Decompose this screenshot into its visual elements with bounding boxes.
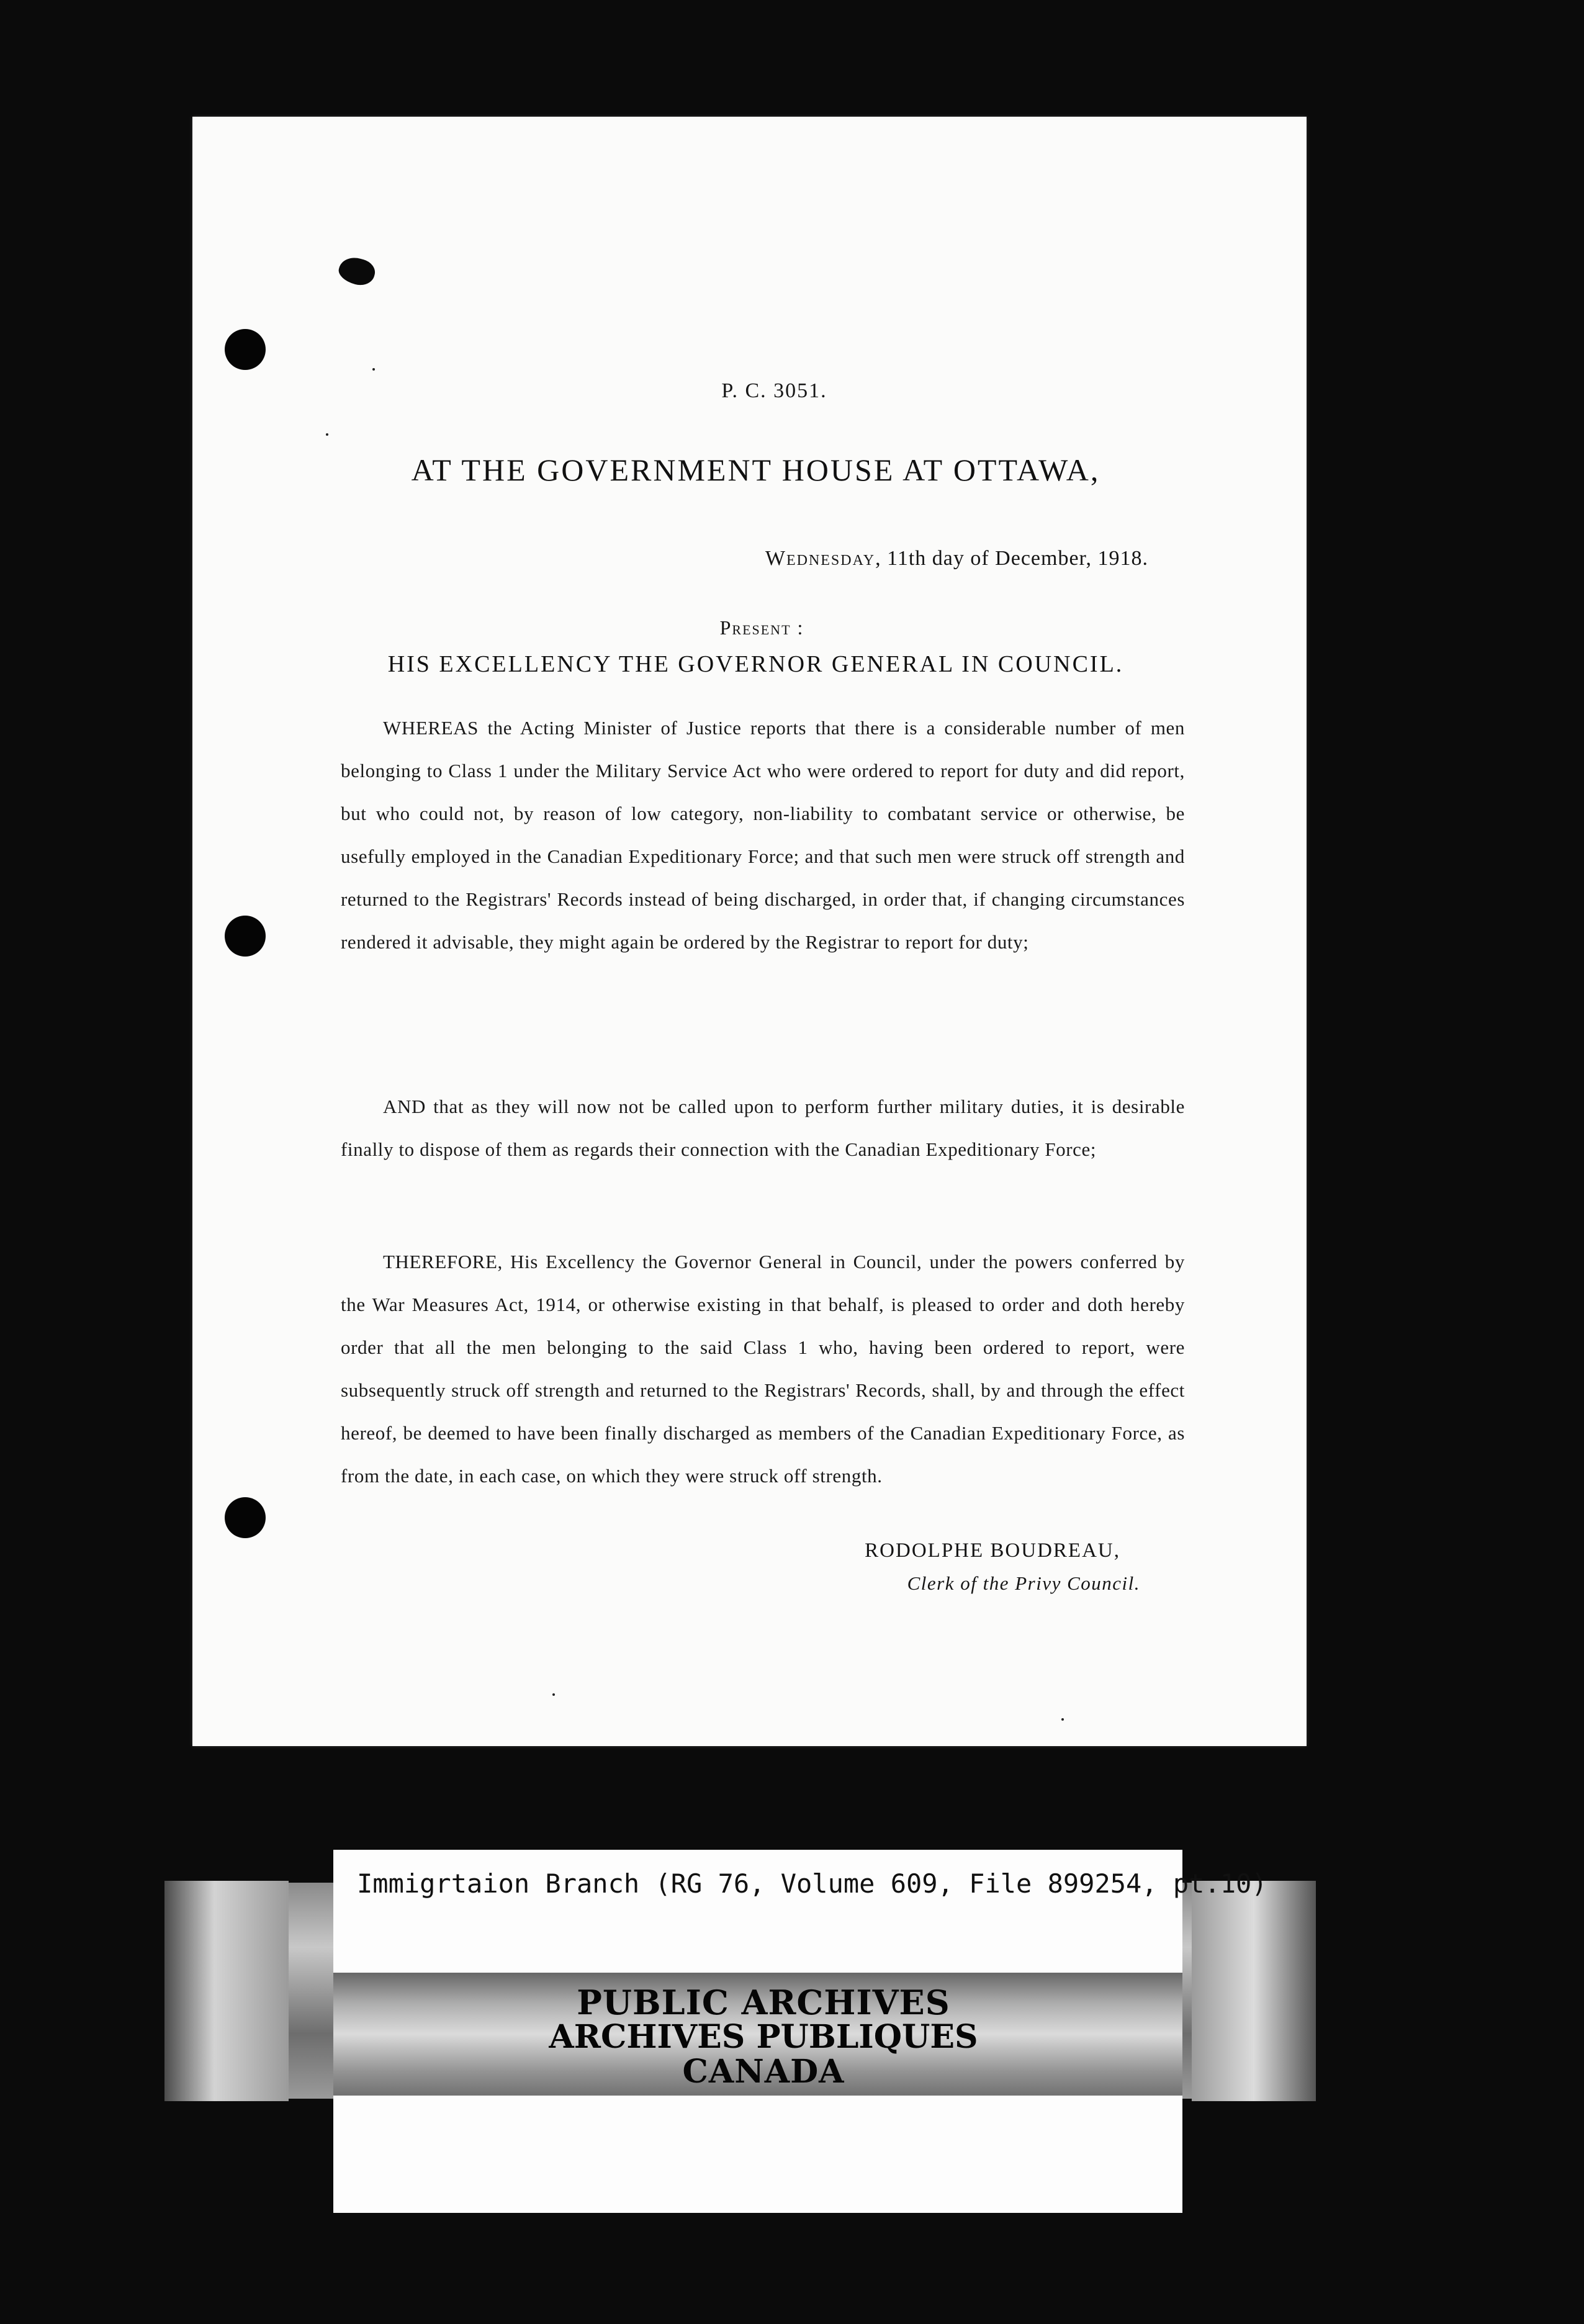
archive-stamp [509,1985,1018,2089]
document-page [192,117,1307,1746]
archive-strip-left [164,1881,289,2101]
paragraph-therefore [341,1240,1185,1497]
archive-strip-right [1192,1881,1316,2101]
stamp-line-3: CANADA [682,2053,845,2091]
paragraph-and [341,1085,1185,1171]
punch-hole [225,329,266,370]
paragraph-text: THEREFORE, His Excellency the Governor General in Council, under the powers conferred by the War Measures Act, 1914, or otherwise existing in that behalf, is pleased to order and doth hereby order that all the men belonging to the said Class 1 who, having been ordered to report, were subsequently struck off strength and returned to the Registrars' Records, shall, by and through the effect hereof, be deemed to have been finally discharged as members of the Canadian Expeditionary Force, as from the date, in each case, on which they were struck off strength. [341,1251,1185,1487]
date-rest: , 11th day of December, 1918. [875,547,1148,570]
speck [1061,1718,1064,1721]
ink-blot [336,254,378,289]
signature-name: RODOLPHE BOUDREAU, [865,1539,1120,1562]
speck [552,1693,555,1696]
archive-reference: Immigrtaion Branch (RG 76, Volume 609, File 899254, pt.10) [357,1868,1267,1899]
council-line: HIS EXCELLENCY THE GOVERNOR GENERAL IN COUNCIL. [387,651,1124,677]
order-number: P. C. 3051. [721,379,827,402]
stamp-line-2: ARCHIVES PUBLIQUES [549,2018,978,2056]
paragraph-text: WHEREAS the Acting Minister of Justice reports that there is a considerable number of men belonging to Class 1 under the Military Service Act who were ordered to report for duty and did report, but who could not, by reason of low category, non-liability to combatant service or otherwise, be usefully employed in the Canadian Expeditionary Force; and that such men were struck off strength and returned to the Registrars' Records instead of being discharged, in order that, if changing circumstances rendered it advisable, they might again be ordered by the Registrar to report for duty; [341,717,1185,953]
speck [372,368,375,371]
punch-hole [225,1497,266,1538]
present-label: Present : [719,616,804,639]
signature-title: Clerk of the Privy Council. [907,1572,1140,1594]
date-line [765,547,1148,570]
paragraph-text: AND that as they will now not be called upon to perform further military duties, it is desirable finally to dispose of them as regards their connection with the Canadian Expeditionary Force; [341,1096,1185,1160]
document-heading: AT THE GOVERNMENT HOUSE AT OTTAWA, [411,453,1100,487]
date-day: Wednesday [765,547,876,570]
paragraph-whereas [341,706,1185,963]
speck [326,433,328,436]
stamp-line-1: PUBLIC ARCHIVES [577,1983,950,2022]
punch-hole [225,916,266,957]
